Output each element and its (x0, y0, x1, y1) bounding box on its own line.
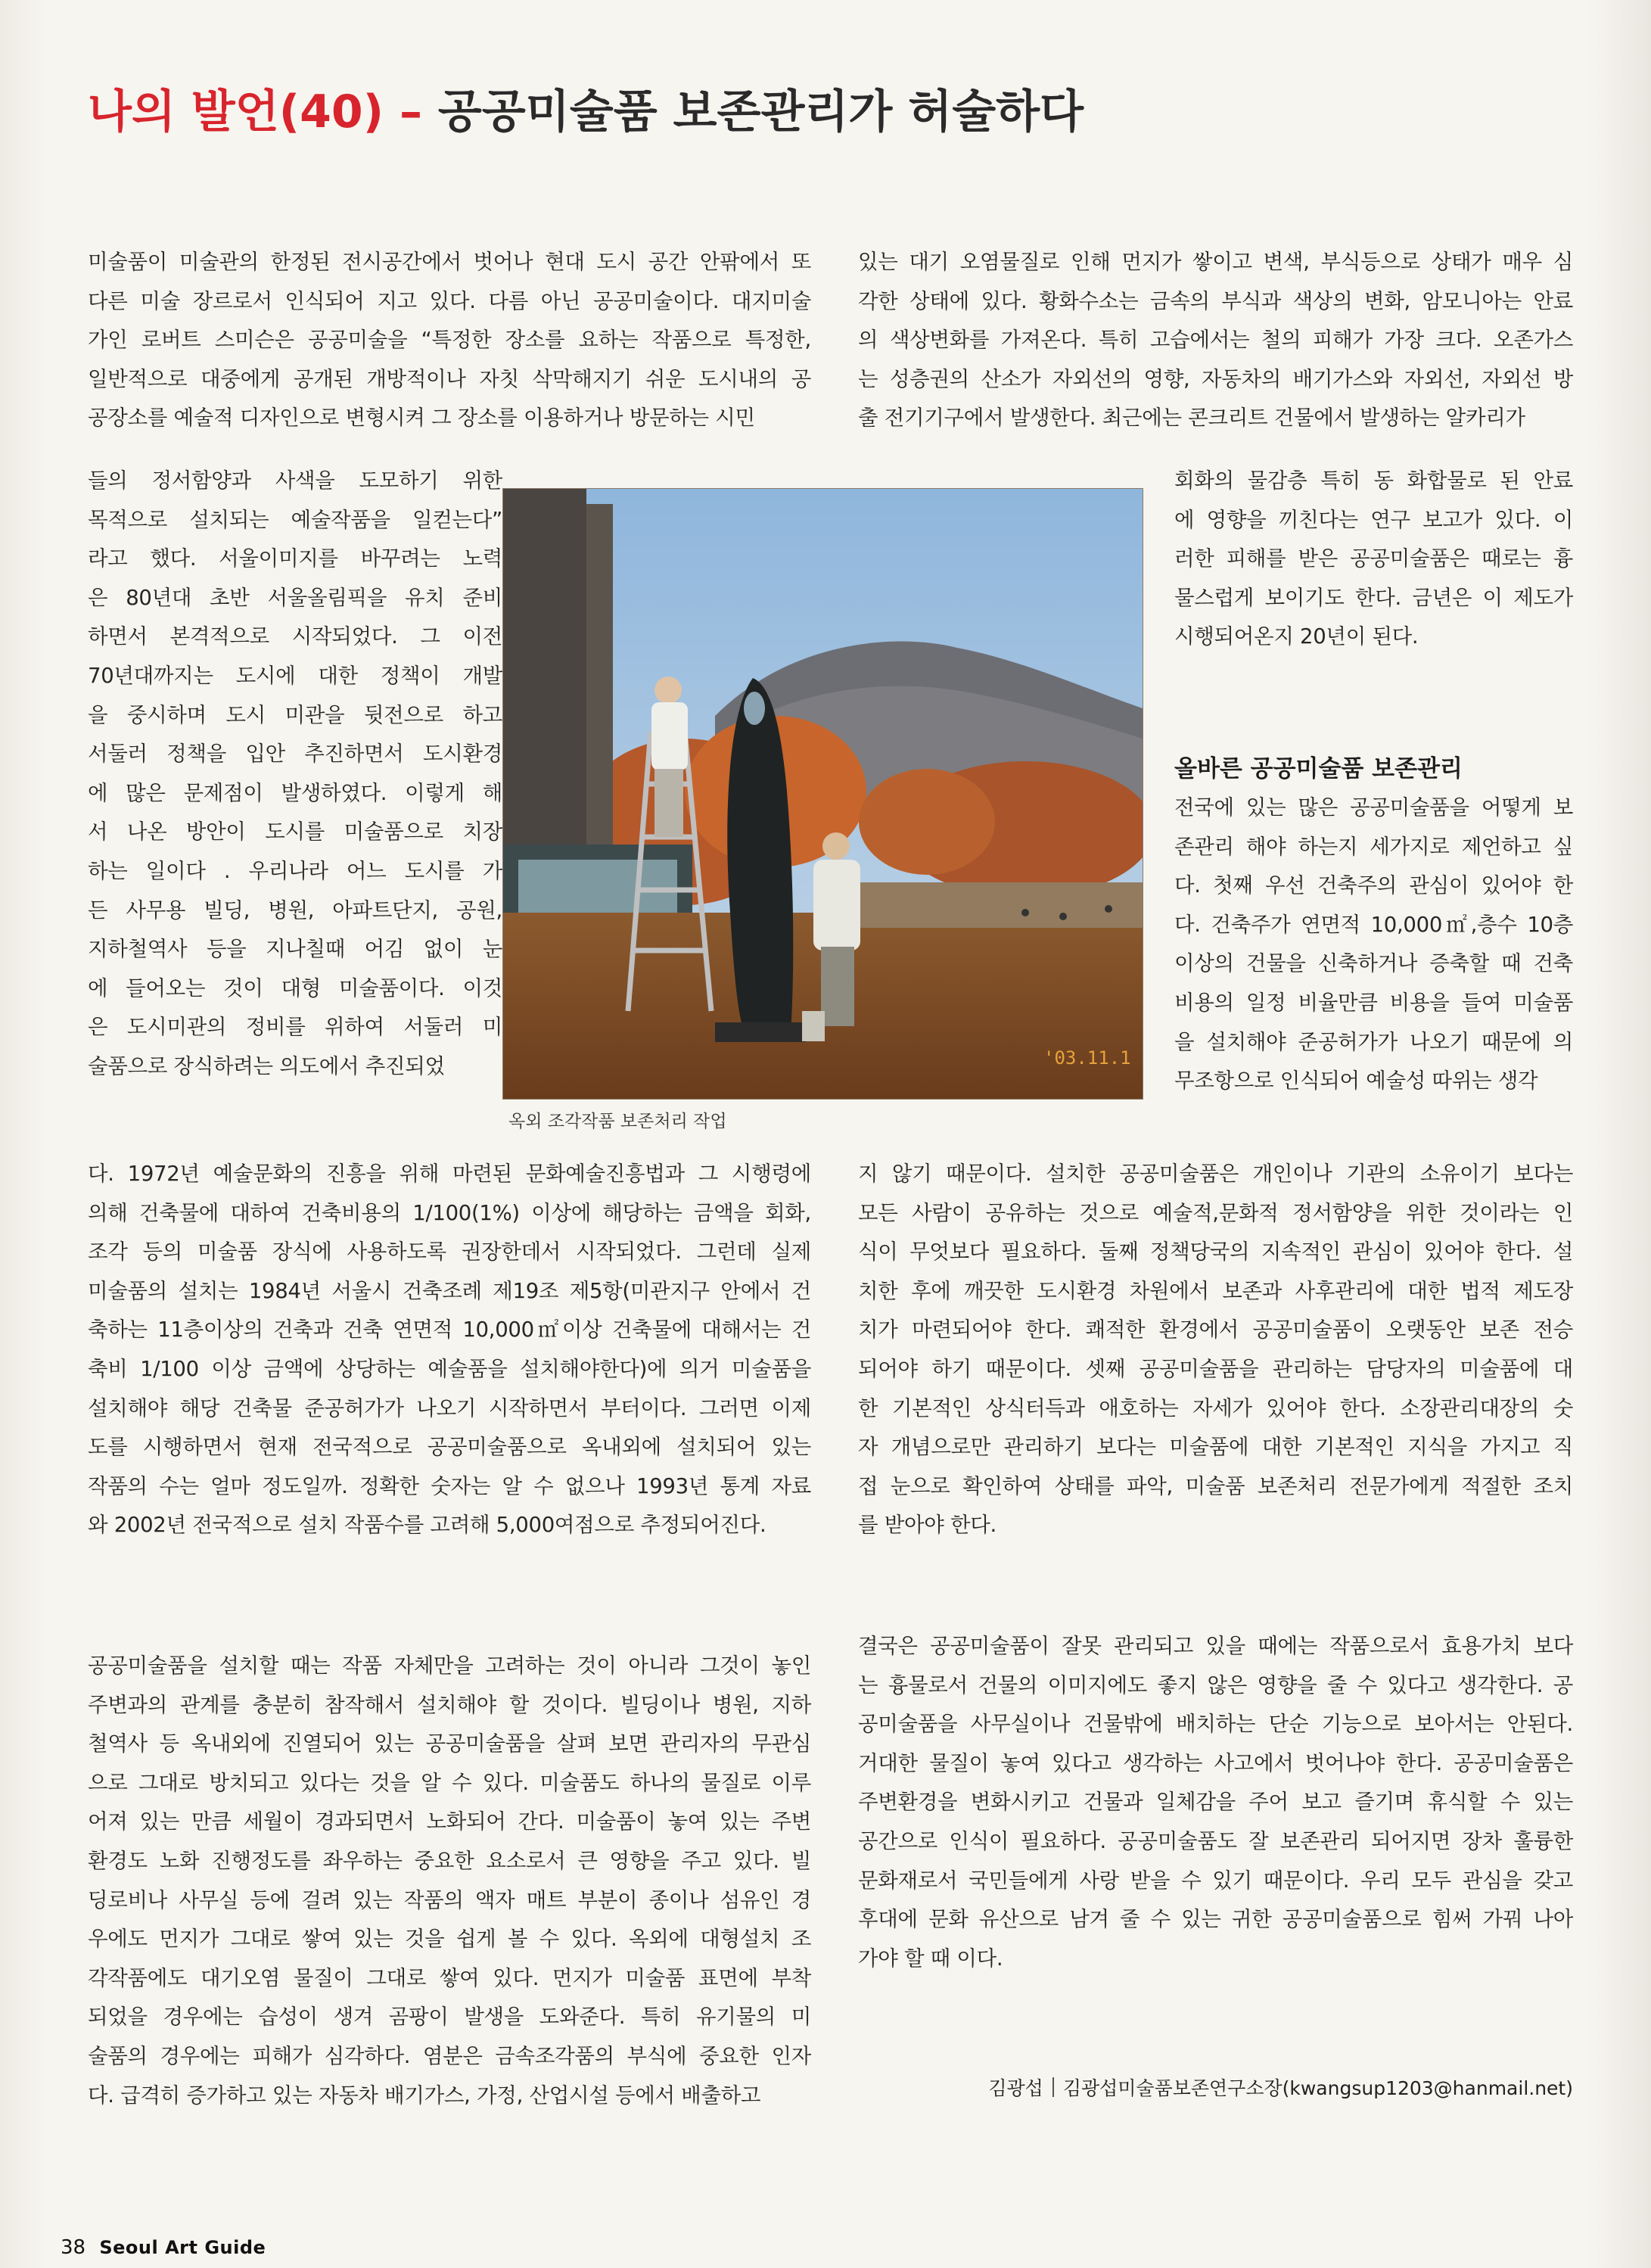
text-line: 접 눈으로 확인하여 상태를 파악, 미술품 보존처리 전문가에게 적절한 조치 (858, 1473, 1573, 1498)
text-line: 와 2002년 전국적으로 설치 작품수를 고려해 5,000여점으로 추정되어진다. (88, 1513, 766, 1538)
left-column-intro (88, 243, 811, 438)
right-column-pollution (858, 243, 1573, 438)
text-line: 문화재로서 국민들에게 사랑 받을 수 있기 때문이다. 우리 모두 관심을 갖고 (858, 1868, 1573, 1893)
text-line: 주변환경을 변화시키고 건물과 일체감을 주어 보고 즐기며 휴식할 수 있는 (858, 1790, 1573, 1815)
text-line: 에 영향을 끼친다는 연구 보고가 있다. 이 (1174, 507, 1573, 532)
text-line: 가야 할 때 이다. (858, 1946, 1003, 1971)
text-line: 은 도시미관의 정비를 위하여 서둘러 미 (88, 1015, 502, 1040)
text-line: 주변과의 관계를 충분히 참작해서 설치해야 할 것이다. 빌딩이나 병원, 지하 (88, 1692, 811, 1717)
text-line: 의 색상변화를 가져온다. 특히 고습에서는 철의 피해가 가장 크다. 오존가스 (858, 328, 1573, 353)
text-line: 무조항으로 인식되어 예술성 따위는 생각 (1174, 1069, 1538, 1094)
text-line: 한 기본적인 상식터득과 애호하는 자세가 있어야 한다. 소장관리대장의 숫 (858, 1395, 1573, 1420)
text-line: 각작품에도 대기오염 물질이 그대로 쌓여 있다. 먼지가 미술품 표면에 부착 (88, 1965, 811, 1990)
text-line: 술품의 경우에는 피해가 심각하다. 염분은 금속조각품의 부식에 중요한 인자 (88, 2043, 811, 2068)
text-line: 도를 시행하면서 현재 전국적으로 공공미술품으로 옥내외에 설치되어 있는 (88, 1435, 811, 1460)
page-footer (61, 2236, 266, 2259)
text-line: 을 설치해야 준공허가가 나오기 때문에 의 (1174, 1029, 1573, 1054)
text-line: 술품으로 장식하려는 의도에서 추진되었 (88, 1053, 445, 1078)
text-line: 있는 대기 오염물질로 인해 먼지가 쌓이고 변색, 부식등으로 상태가 매우 심 (858, 250, 1573, 274)
text-line: 다. 첫째 우선 건축주의 관심이 있어야 한 (1174, 873, 1573, 898)
photo-caption: 옥외 조각작품 보존처리 작업 (508, 1112, 727, 1131)
text-line: 미술품의 설치는 1984년 서울시 건축조례 제19조 제5항(미관지구 안에서 건 (88, 1278, 811, 1303)
text-line: 시행되어온지 20년이 된다. (1174, 624, 1419, 649)
text-line: 존관리 해야 하는지 세가지로 제언하고 싶 (1174, 834, 1573, 859)
text-line: 환경도 노화 진행정도를 좌우하는 중요한 요소로서 큰 영향을 주고 있다. 빌 (88, 1848, 811, 1873)
text-line: 70년대까지는 도시에 대한 정책이 개발 (88, 663, 502, 688)
photo-illustration (503, 489, 1143, 1099)
author-name: 김광섭 (988, 2077, 1043, 2099)
text-line: 을 중시하며 도시 미관을 뒷전으로 하고 (88, 702, 502, 727)
text-line: 이상의 건물을 신축하거나 증축할 때 건축 (1174, 951, 1573, 976)
text-line: 든 사무용 빌딩, 병원, 아파트단지, 공원, (88, 898, 502, 922)
text-line: 출 전기기구에서 발생한다. 최근에는 콘크리트 건물에서 발생하는 알카리가 (858, 406, 1525, 431)
text-line: 공간으로 인식이 필요하다. 공공미술품도 잘 보존관리 되어지면 장차 훌륭한 (858, 1828, 1573, 1853)
text-line: 지하철역사 등을 지나칠때 어김 없이 눈 (88, 937, 502, 962)
text-line: 후대에 문화 유산으로 남겨 줄 수 있는 귀한 공공미술품으로 힘써 가꿔 나아 (858, 1907, 1573, 1932)
right-column-proposals (1174, 789, 1573, 1101)
text-line: 조각 등의 미술품 장식에 사용하도록 권장한데서 시작되었다. 그런데 실제 (88, 1240, 811, 1265)
text-line: 거대한 물질이 놓여 있다고 생각하는 사고에서 벗어나야 한다. 공공미술품은 (858, 1750, 1573, 1775)
text-line: 치한 후에 깨끗한 도시환경 차원에서 보존과 사후관리에 대한 법적 제도장 (858, 1278, 1573, 1303)
right-column-conclusion (858, 1627, 1573, 1978)
text-line: 서둘러 정책을 입안 추진하면서 도시환경 (88, 742, 502, 767)
text-line: 축하는 11층이상의 건축과 건축 연면적 10,000㎡이상 건축물에 대해서는 건 (88, 1318, 811, 1342)
text-line: 작품의 수는 얼마 정도일까. 정확한 숫자는 알 수 없으나 1993년 통계 자료 (88, 1473, 811, 1498)
title-main: 공공미술품 보존관리가 허술하다 (437, 86, 1084, 138)
text-line: 를 받아야 한다. (858, 1513, 997, 1538)
text-line: 러한 피해를 받은 공공미술품은 때로는 흉 (1174, 546, 1573, 571)
page-number: 38 (61, 2236, 86, 2259)
text-line: 다. 건축주가 연면적 10,000㎡,층수 10층 (1174, 912, 1573, 937)
right-column-wrap (1174, 462, 1573, 657)
text-line: 하면서 본격적으로 시작되었다. 그 이전 (88, 624, 502, 649)
magazine-name: Seoul Art Guide (99, 2237, 266, 2258)
text-line: 공미술품을 사무실이나 건물밖에 배치하는 단순 기능으로 보아서는 안된다. (858, 1712, 1573, 1737)
text-line: 들의 정서함양과 사색을 도모하기 위한 (88, 468, 502, 493)
text-line: 어져 있는 만큼 세월이 경과되면서 노화되어 간다. 미술품이 놓여 있는 주변 (88, 1809, 811, 1834)
text-line: 각한 상태에 있다. 황화수소는 금속의 부식과 색상의 변화, 암모니아는 안료 (858, 288, 1573, 313)
text-line: 되어야 하기 때문이다. 셋째 공공미술품을 관리하는 담당자의 미술품에 대 (858, 1356, 1573, 1381)
sculpture-conservation-photo (502, 488, 1143, 1100)
text-line: 가인 로버트 스미슨은 공공미술을 “특정한 장소를 요하는 작품으로 특정한, (88, 328, 811, 353)
byline-separator (1052, 2077, 1054, 2097)
text-line: 전국에 있는 많은 공공미술품을 어떻게 보 (1174, 795, 1573, 820)
text-line: 철역사 등 옥내외에 진열되어 있는 공공미술품을 살펴 보면 관리자의 무관심 (88, 1731, 811, 1756)
text-line: 식이 무엇보다 필요하다. 둘째 정책당국의 지속적인 관심이 있어야 한다. 설 (858, 1240, 1573, 1265)
text-line: 는 성층권의 산소가 자외선의 영향, 자동차의 배기가스와 자외선, 자외선 방 (858, 366, 1573, 391)
left-column-deterioration (88, 1647, 811, 2115)
text-line: 설치해야 해당 건축물 준공허가가 나오기 시작하면서 부터이다. 그러면 이제 (88, 1395, 811, 1420)
text-line: 의해 건축물에 대하여 건축비용의 1/100(1%) 이상에 해당하는 금액을 회화, (88, 1200, 811, 1225)
text-line: 다른 미술 장르로서 인식되어 지고 있다. 다름 아닌 공공미술이다. 대지미술 (88, 288, 811, 313)
text-line: 는 흉물로서 건물의 이미지에도 좋지 않은 영향을 줄 수 있다고 생각한다. 공 (858, 1672, 1573, 1697)
text-line: 물스럽게 보이기도 한다. 금년은 이 제도가 (1174, 585, 1573, 610)
text-line: 라고 했다. 서울이미지를 바꾸려는 노력 (88, 546, 502, 571)
text-line: 축비 1/100 이상 금액에 상당하는 예술품을 설치해야한다)에 의거 미술품을 (88, 1356, 811, 1381)
series-label: 나의 발언(40) (88, 86, 384, 138)
text-line: 다. 급격히 증가하고 있는 자동차 배기가스, 가정, 산업시설 등에서 배출하고 (88, 2083, 761, 2108)
text-line: 미술품이 미술관의 한정된 전시공간에서 벗어나 현대 도시 공간 안팎에서 또 (88, 250, 811, 274)
photo-date-stamp: '03.11.1 (1043, 1047, 1131, 1069)
text-line: 공장소를 예술적 디자인으로 변형시켜 그 장소를 이용하거나 방문하는 시민 (88, 406, 755, 431)
text-line: 결국은 공공미술품이 잘못 관리되고 있을 때에는 작품으로서 효용가치 보다 (858, 1634, 1573, 1658)
author-byline (858, 2074, 1573, 2101)
article-title (88, 82, 1084, 142)
text-line: 에 들어오는 것이 대형 미술품이다. 이것 (88, 975, 502, 1000)
right-column-proposals-cont (858, 1155, 1573, 1545)
text-line: 회화의 물감층 특히 동 화합물로 된 안료 (1174, 468, 1573, 493)
text-line: 은 80년대 초반 서울올림픽을 유치 준비 (88, 585, 502, 610)
text-line: 모든 사람이 공유하는 것으로 예술적,문화적 정서함양을 위한 것이라는 인 (858, 1200, 1573, 1225)
left-column-wrap (88, 462, 502, 1087)
title-dash: – (399, 86, 422, 138)
text-line: 일반적으로 대중에게 공개된 개방적이나 자칫 삭막해지기 쉬운 도시내의 공 (88, 366, 811, 391)
text-line: 하는 일이다 . 우리나라 어느 도시를 가 (88, 858, 502, 883)
section-heading: 올바른 공공미술품 보존관리 (1174, 755, 1463, 782)
text-line: 다. 1972년 예술문화의 진흥을 위해 마련된 문화예술진흥법과 그 시행령에 (88, 1162, 811, 1186)
text-line: 서 나온 방안이 도시를 미술품으로 치장 (88, 820, 502, 845)
text-line: 치가 마련되어야 한다. 쾌적한 환경에서 공공미술품이 오랫동안 보존 전승 (858, 1318, 1573, 1342)
text-line: 공공미술품을 설치할 때는 작품 자체만을 고려하는 것이 아니라 그것이 놓인 (88, 1654, 811, 1678)
text-line: 목적으로 설치되는 예술작품을 일컫는다” (88, 507, 502, 532)
author-affiliation: 김광섭미술품보존연구소장(kwangsup1203@hanmail.net) (1062, 2077, 1573, 2099)
text-line: 비용의 일정 비율만큼 비용을 들여 미술품 (1174, 990, 1573, 1015)
text-line: 지 않기 때문이다. 설치한 공공미술품은 개인이나 기관의 소유이기 보다는 (858, 1162, 1573, 1186)
text-line: 딩로비나 사무실 등에 걸려 있는 작품의 액자 매트 부분이 종이나 섬유인 경 (88, 1887, 811, 1912)
text-line: 자 개념으로만 관리하기 보다는 미술품에 대한 기본적인 지식을 가지고 직 (858, 1435, 1573, 1460)
text-line: 되었을 경우에는 습성이 생겨 곰팡이 발생을 도와준다. 특히 유기물의 미 (88, 2005, 811, 2030)
left-column-history (88, 1155, 811, 1545)
text-line: 우에도 먼지가 그대로 쌓여 있는 것을 쉽게 볼 수 있다. 옥외에 대형설치 조 (88, 1927, 811, 1952)
text-line: 에 많은 문제점이 발생하였다. 이렇게 해 (88, 780, 502, 805)
text-line: 으로 그대로 방치되고 있다는 것을 알 수 있다. 미술품도 하나의 물질로 이루 (88, 1770, 811, 1795)
